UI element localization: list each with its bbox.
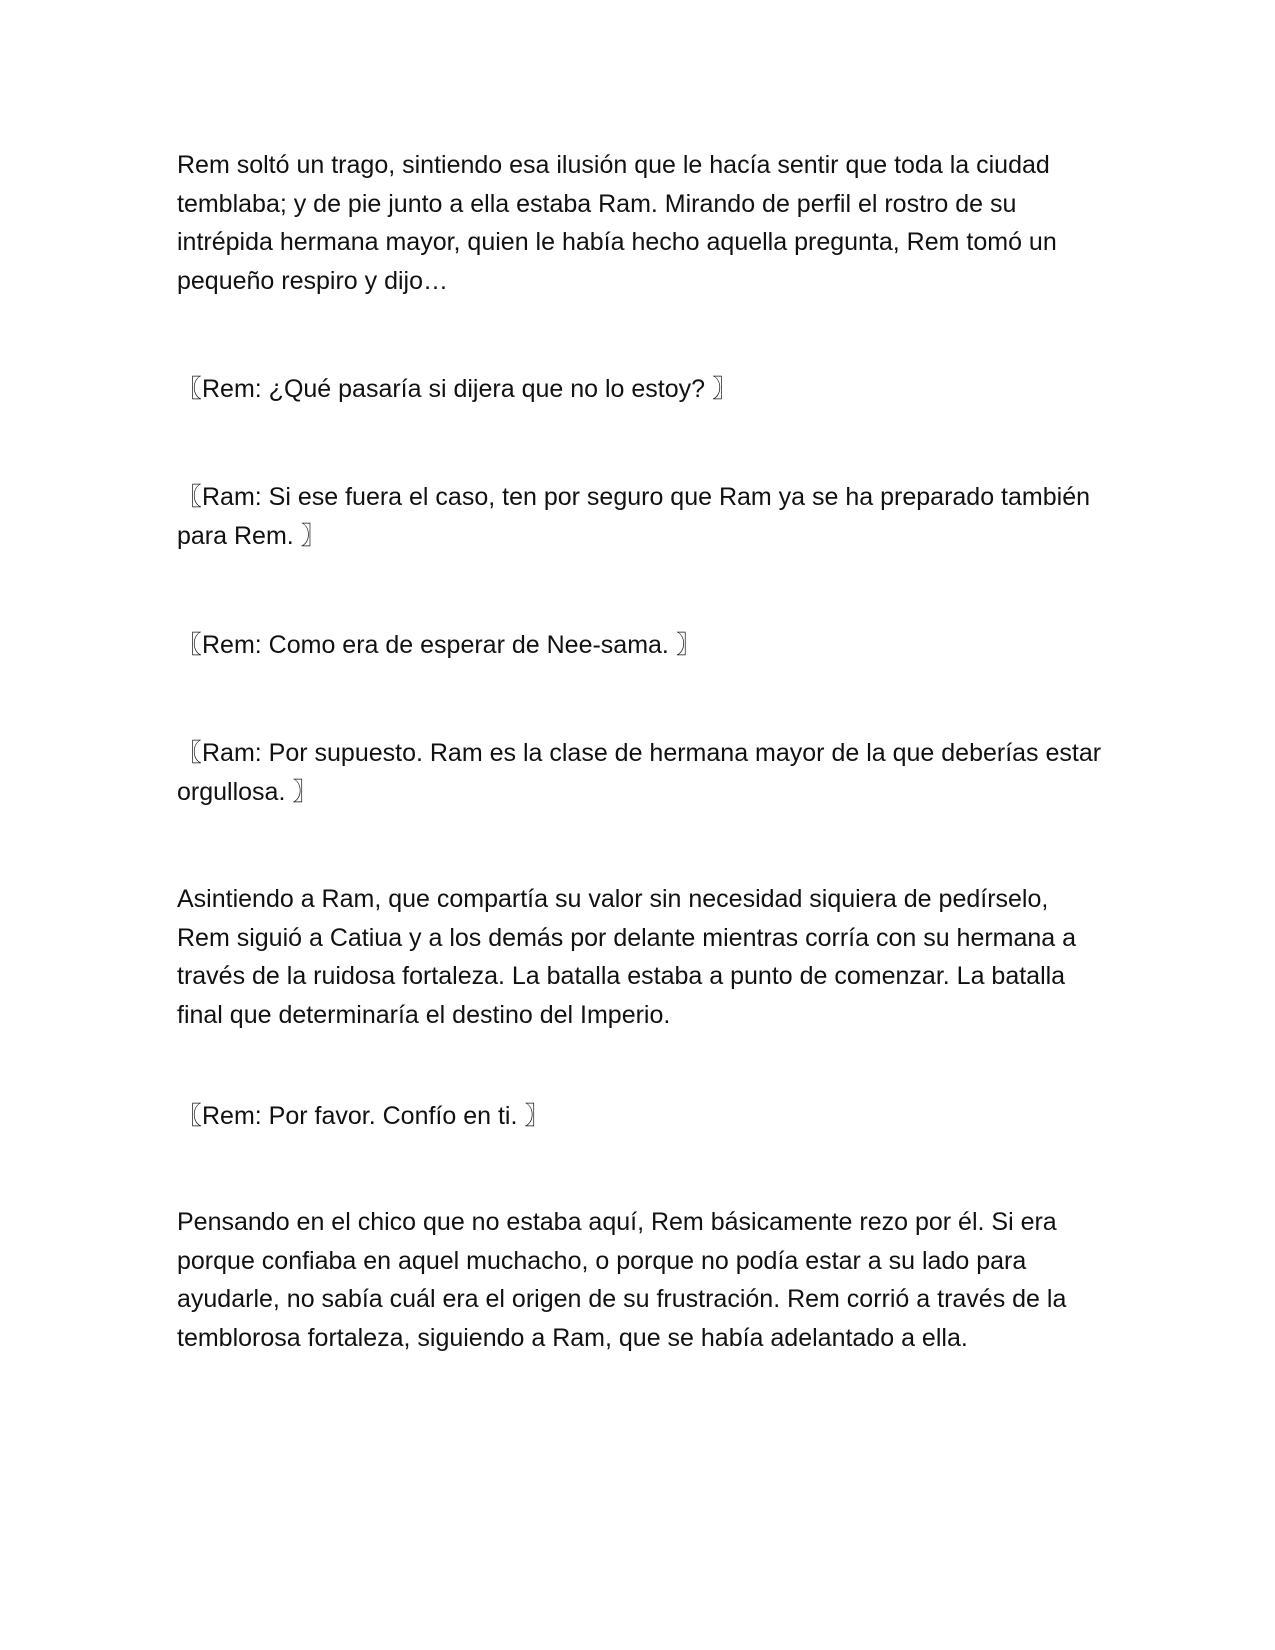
narrative-paragraph: Asintiendo a Ram, que compartía su valor sin necesidad siquiera de pedírselo, Rem siguió a Catiua y a los demás por delante mientras corría con su hermana a través de la ruidosa fortaleza. La batalla estaba a punto de comenzar. La batalla final que determinaría el destino del Imperio. xyxy=(177,885,1077,1029)
dialogue-line: 〖Ram: Si ese fuera el caso, ten por seguro que Ram ya se ha preparado también para Rem. 〗 xyxy=(177,483,1091,550)
dialogue-line: 〖Rem: ¿Qué pasaría si dijera que no lo estoy? 〗 xyxy=(177,375,737,403)
dialogue-line: 〖Rem: Como era de esperar de Nee-sama. 〗 xyxy=(177,631,701,659)
dialogue-line: 〖Rem: Por favor. Confío en ti. 〗 xyxy=(177,1102,550,1130)
dialogue-line: 〖Ram: Por supuesto. Ram es la clase de hermana mayor de la que deberías estar orgullosa. 〗 xyxy=(177,739,1102,806)
narrative-paragraph: Pensando en el chico que no estaba aquí, Rem básicamente rezo por él. Si era porque confiaba en aquel muchacho, o porque no podía estar a su lado para ayudarle, no sabía cuál era el origen de su frustración. Rem corrió a través de la temblorosa fortaleza, siguiendo a Ram, que se había adelantado a ella. xyxy=(177,1208,1067,1352)
narrative-paragraph: Rem soltó un trago, sintiendo esa ilusión que le hacía sentir que toda la ciudad temblaba; y de pie junto a ella estaba Ram. Mirando de perfil el rostro de su intrépida hermana mayor, quien le había hecho aquella pregunta, Rem tomó un pequeño respiro y dijo… xyxy=(177,151,1057,295)
